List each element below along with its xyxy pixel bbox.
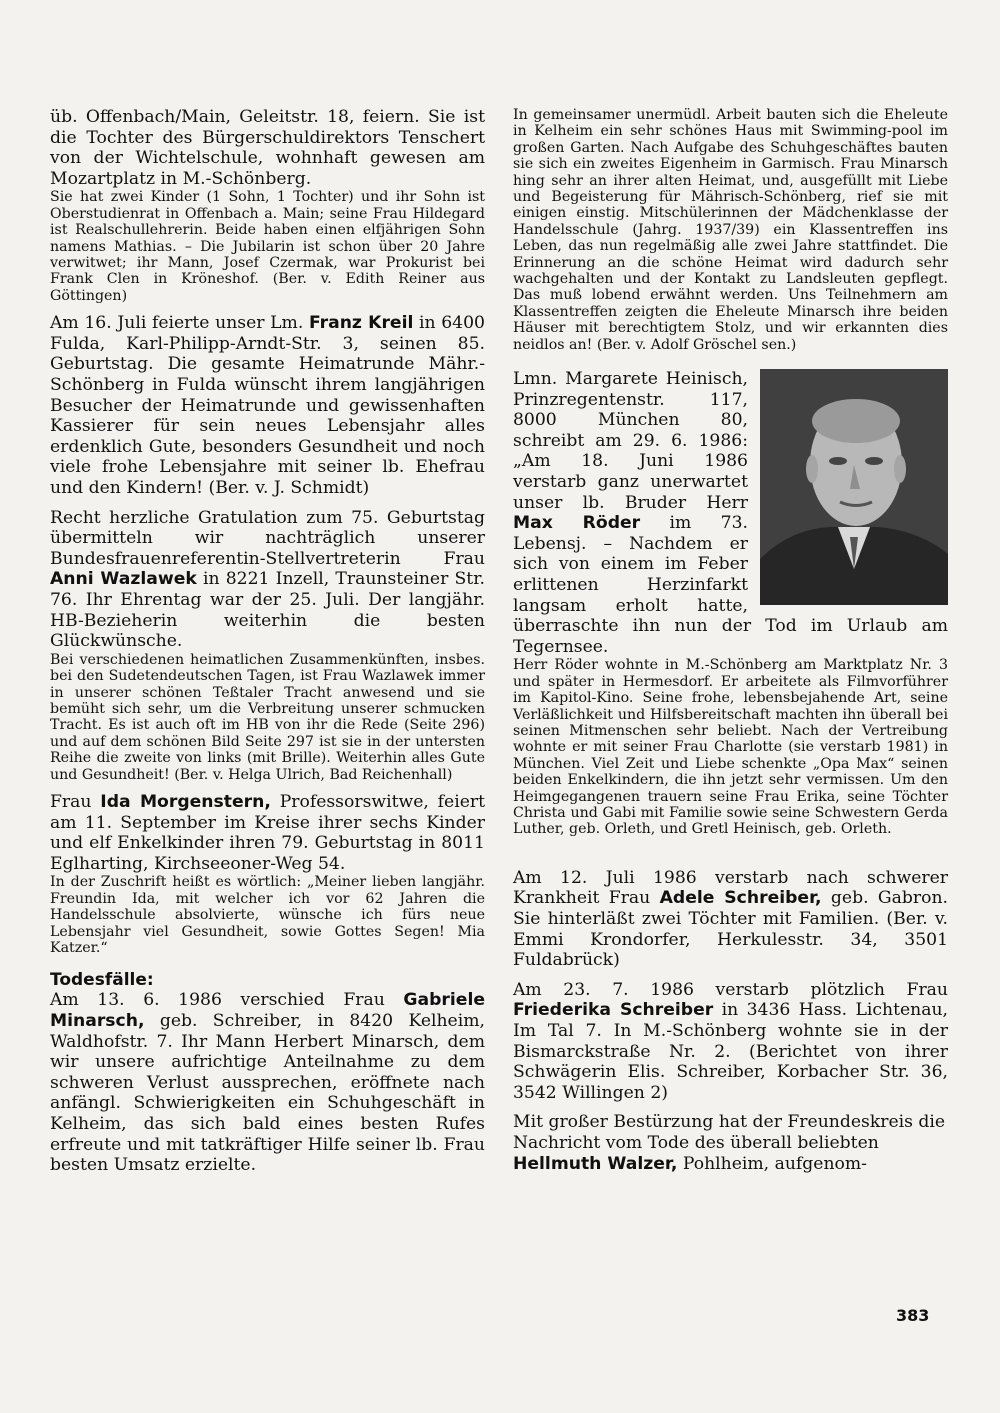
paragraph-kreil	[50, 313, 485, 498]
walzer-name: Hellmuth Walzer,	[513, 1153, 678, 1174]
adele-name: Adele Schreiber,	[659, 888, 822, 909]
paragraph-wazlawek	[50, 508, 485, 652]
roeder-text-post: im 73. Lebensj. – Nachdem er sich von einem im Feber erlittenen Herzinfarkt langsam erholt hatte, überraschte ihn nun der Tod im Urlaub am Tegernsee.	[513, 513, 948, 657]
roeder-block	[513, 369, 948, 838]
kreil-text-pre: Am 16. Juli feierte unser Lm.	[50, 313, 309, 334]
morgenstern-text-post: Professorswitwe, feiert am 11. September im Kreise ihrer sechs Kinder und elf Enkelkinder ihren 79. Geburtstag in 8011 Eglharting, Kirchseeoner-Weg 54.	[50, 791, 486, 874]
right-column	[513, 107, 948, 1174]
kreil-name: Franz Kreil	[308, 313, 414, 334]
friederika-name: Friederika Schreiber	[513, 1000, 714, 1021]
paragraph-walzer	[513, 1112, 948, 1174]
friederika-text-post: in 3436 Hass. Lichtenau, Im Tal 7. In M.-Schönberg wohnte sie in der Bismarckstraße Nr. 2. (Berichtet von ihrer Schwägerin Elis. Schreiber, Korbacher Str. 36, 3542 Willingen 2)	[513, 1000, 948, 1103]
paragraph-friederika-schreiber	[513, 980, 948, 1104]
paragraph-tenschert: üb. Offenbach/Main, Geleitstr. 18, feiern. Sie ist die Tochter des Bürgerschuldirektors Tenschert von der Wichtelschule, wohnhaft gewesen am Mozartplatz in M.-Schönberg.	[50, 107, 485, 189]
section-heading-todesfaelle: Todesfälle:	[50, 970, 154, 991]
morgenstern-name: Ida Morgenstern,	[100, 791, 271, 812]
paragraph-czermak-family: Sie hat zwei Kinder (1 Sohn, 1 Tochter) und ihr Sohn ist Oberstudienrat in Offenbach a. Main; seine Frau Hildegard ist Realschullehrerin. Beide haben einen elfjährigen Sohn namens Mathias. – Die Jubilarin ist schon über 20 Jahre verwitwet; ihr Mann, Josef Czermak, war Prokurist bei Frank Clen in Kröneshof. (Ber. v. Edith Reiner aus Göttingen)	[50, 189, 485, 304]
kreil-text-post: in 6400 Fulda, Karl-Philipp-Arndt-Str. 3, seinen 85. Geburtstag. Die gesamte Heimatrunde Mähr.-Schönberg in Fulda wünscht ihrem langjährigen Besucher der Heimatrunde und gewissenhaften Kassierer für sein neues Lebensjahr alles erdenklich Gute, besonders Gesundheit und noch viele frohe Lebensjahre mit seiner lb. Ehefrau und den Kindern! (Ber. v. J. Schmidt)	[50, 313, 485, 498]
paragraph-wazlawek-detail: Bei verschiedenen heimatlichen Zusammenkünften, insbes. bei den Sudetendeutschen Tagen, ist Frau Wazlawek immer in unserer schönen Teßtaler Tracht anwesend und sie bemüht sich sehr, um die Verbreitung unserer schmucken Tracht. Es ist auch oft im HB von ihr die Rede (Seite 296) und auf dem schönen Bild Seite 297 ist sie in der untersten Reihe die zweite von links (mit Brille). Weiterhin alles Gute und Gesundheit! (Ber. v. Helga Ulrich, Bad Reichenhall)	[50, 651, 485, 783]
walzer-text-post: Pohlheim, aufgenom-	[677, 1153, 867, 1174]
minarsch-text-post: geb. Schreiber, in 8420 Kelheim, Waldhofstr. 7. Ihr Mann Herbert Minarsch, dem wir unsere aufrichtige Anteilnahme zu dem schweren Verlust aussprechen, eröffnete nach anfängl. Schwierigkeiten ein Schuhgeschäft in Kelheim, das sich bald eines besten Rufes erfreute und mit tatkräftiger Hilfe seiner lb. Frau besten Umsatz erzielte.	[50, 1010, 485, 1176]
morgenstern-text-pre: Frau	[50, 791, 101, 812]
roeder-text-pre: Lmn. Margarete Heinisch, Prinzregentenstr. 117, 8000 München 80, schreibt am 29. 6. 1986: „Am 18. Juni 1986 verstarb ganz unerwartet unser lb. Bruder Herr	[513, 369, 748, 513]
friederika-text-pre: Am 23. 7. 1986 verstarb plötzlich Frau	[513, 979, 948, 1000]
walzer-text-pre: Mit großer Bestürzung hat der Freundeskreis die Nachricht vom Tode des überall beliebten	[513, 1112, 946, 1153]
paragraph-adele-schreiber	[513, 868, 948, 971]
adele-text-post: geb. Gabron. Sie hinterläßt zwei Töchter mit Familien. (Ber. v. Emmi Krondorfer, Herkulesstr. 34, 3501 Fuldabrück)	[513, 888, 948, 971]
wazlawek-name: Anni Wazlawek	[50, 569, 197, 590]
paragraph-morgenstern	[50, 792, 485, 874]
page-number: 383	[896, 1306, 930, 1325]
portrait-image	[760, 369, 948, 605]
minarsch-text-pre: Am 13. 6. 1986 verschied Frau	[50, 990, 404, 1011]
portrait-photo	[760, 369, 948, 605]
wazlawek-text-post: in 8221 Inzell, Traunsteiner Str. 76. Ihr Ehrentag war der 25. Juli. Der langjähr. HB-Bezieherin weiterhin die besten Glückwünsche.	[50, 569, 485, 652]
minarsch-name: Gabriele Minarsch,	[50, 990, 485, 1031]
left-column	[50, 107, 485, 1176]
paragraph-minarsch	[50, 990, 485, 1175]
paragraph-roeder-detail: Herr Röder wohnte in M.-Schönberg am Marktplatz Nr. 3 und später in Hermesdorf. Er arbeitete als Filmvorführer im Kapitol-Kino. Seine frohe, lebensbejahende Art, seine Verläßlichkeit und Hilfsbereitschaft machten ihn überall bei seinen Mitmenschen sehr beliebt. Nach der Vertreibung wohnte er mit seiner Frau Charlotte (sie verstarb 1981) in München. Viel Zeit und Liebe schenkte „Opa Max“ seinen beiden Enkelkindern, die ihn jetzt sehr vermissen. Um den Heimgegangenen trauern seine Frau Erika, seine Töchter Christa und Gabi mit Familie sowie seine Schwestern Gerda Luther, geb. Orleth, und Gretl Heinisch, geb. Orleth.	[513, 657, 948, 838]
paragraph-minarsch-continued: In gemeinsamer unermüdl. Arbeit bauten sich die Eheleute in Kelheim ein sehr schönes Haus mit Swimming-pool im großen Garten. Nach Aufgabe des Schuhgeschäftes bauten sie sich ein zweites Eigenheim in Garmisch. Frau Minarsch hing sehr an ihrer alten Heimat, und, ausgefüllt mit Liebe und Begeisterung für Mährisch-Schönberg, rief sie mit einigen einstig. Mitschülerinnen der Mädchenklasse der Handelsschule (Jahrg. 1937/39) ein Klassentreffen ins Leben, das nun regelmäßig alle zwei Jahre stattfindet. Die Erinnerung an die schöne Heimat wird dadurch sehr wachgehalten und der Kontakt zu Landsleuten gepflegt. Das muß lobend erwähnt werden. Uns Teilnehmern am Klassentreffen zeigten die Eheleute Minarsch ihre beiden Häuser mit berechtigtem Stolz, und wir erkannten dies neidlos an! (Ber. v. Adolf Gröschel sen.)	[513, 107, 948, 353]
wazlawek-text-pre: Recht herzliche Gratulation zum 75. Geburtstag übermitteln wir nachträglich unserer Bundesfrauenreferentin-Stellvertreterin Frau	[50, 507, 485, 569]
adele-text-pre: Am 12. Juli 1986 verstarb nach schwerer Krankheit Frau	[513, 867, 948, 909]
roeder-name: Max Röder	[513, 513, 641, 534]
paragraph-morgenstern-quote: In der Zuschrift heißt es wörtlich: „Meiner lieben langjähr. Freundin Ida, mit welcher ich vor 62 Jahren die Handelsschule absolvierte, wünsche ich fürs neue Lebensjahr viel Gesundheit, sowie Gottes Segen! Mia Katzer.“	[50, 874, 485, 956]
